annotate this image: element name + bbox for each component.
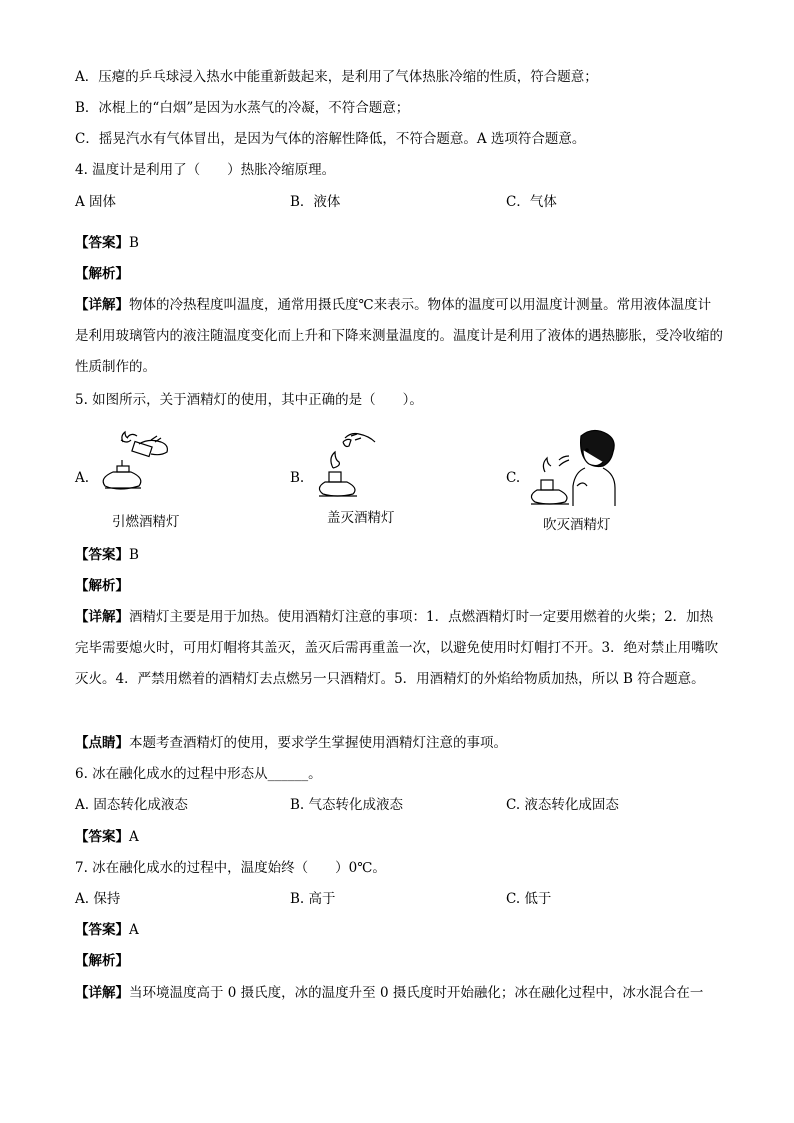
lamp-blowing-figure (525, 428, 635, 514)
answer-value: B (129, 547, 139, 563)
detail-text: 酒精灯主要是用于加热。使用酒精灯注意的事项：1．点燃酒精灯时一定要用燃着的火柴；2．加热完毕需要熄火时，可用灯帽将其盖灭，盖灭后需再重盖一次，以避免使用时灯帽打不开。3．绝对禁止用嘴吹灭火。4．严禁用燃着的酒精灯去点燃另一只酒精灯。5．用酒精灯的外焰给物质加热，所以 B 符合题意。 (75, 609, 719, 687)
q4-option-c: C．气体 (506, 194, 557, 210)
lamp-lighting-figure (95, 430, 185, 500)
q6-option-c: C. 液态转化成固态 (506, 797, 619, 813)
answer-tag: 【答案】 (75, 547, 129, 563)
answer-tag: 【答案】 (75, 235, 129, 251)
q6-answer (75, 827, 139, 847)
q6-stem: 6. 冰在融化成水的过程中形态从______。 (75, 766, 322, 782)
detail-text: 物体的冷热程度叫温度，通常用摄氏度℃来表示。物体的温度可以用温度计测量。常用液体温度计是利用玻璃管内的液注随温度变化而上升和下降来测量温度的。温度计是利用了液体的遇热膨胀，受冷收缩的性质制作的。 (75, 297, 723, 375)
q7-option-c: C. 低于 (506, 891, 552, 907)
detail-tag: 【详解】 (75, 985, 129, 1001)
q7-option-b: B. 高于 (290, 891, 336, 907)
q7-detail (75, 983, 723, 1003)
q6-option-b: B. 气态转化成液态 (290, 797, 404, 813)
detail-tag: 【详解】 (75, 297, 129, 313)
q5-detail (75, 602, 723, 695)
comment-tag: 【点睛】 (75, 735, 129, 751)
analysis-tag: 【解析】 (75, 953, 129, 969)
q3-explain-c: C．摇晃汽水有气体冒出，是因为气体的溶解性降低，不符合题意。A 选项符合题意。 (75, 131, 586, 147)
q4-stem: 4. 温度计是利用了（ ）热胀冷缩原理。 (75, 162, 336, 178)
q4-answer (75, 233, 139, 253)
q5-comment (75, 733, 507, 753)
q5-label-a: A. (75, 470, 90, 486)
q7-option-a: A. 保持 (75, 891, 121, 907)
q7-stem: 7. 冰在融化成水的过程中，温度始终（ ）0℃。 (75, 860, 386, 876)
q7-analysis-tag (75, 951, 129, 971)
answer-value: A (129, 829, 139, 845)
comment-text: 本题考查酒精灯的使用，要求学生掌握使用酒精灯注意的事项。 (129, 735, 507, 751)
q5-caption-a: 引燃酒精灯 (112, 514, 180, 530)
q5-label-c: C. (506, 470, 521, 486)
q4-detail (75, 290, 723, 383)
lamp-covering-figure (315, 428, 395, 500)
answer-tag: 【答案】 (75, 922, 129, 938)
analysis-tag: 【解析】 (75, 578, 129, 594)
answer-value: A (129, 922, 139, 938)
detail-tag: 【详解】 (75, 609, 129, 625)
detail-text: 当环境温度高于 0 摄氏度，冰的温度升至 0 摄氏度时开始融化；冰在融化过程中，冰水混合在一 (129, 985, 704, 1001)
q5-label-b: B. (290, 470, 305, 486)
q5-analysis-tag (75, 576, 129, 596)
analysis-tag: 【解析】 (75, 266, 129, 282)
q7-answer (75, 920, 139, 940)
q5-stem: 5. 如图所示，关于酒精灯的使用，其中正确的是（ ）。 (75, 392, 423, 408)
q4-option-b: B．液体 (290, 194, 341, 210)
answer-tag: 【答案】 (75, 829, 129, 845)
q3-explain-b: B．冰棍上的“白烟”是因为水蒸气的冷凝，不符合题意； (75, 100, 410, 116)
q6-option-a: A. 固态转化成液态 (75, 797, 188, 813)
q5-caption-c: 吹灭酒精灯 (543, 517, 611, 533)
answer-value: B (129, 235, 139, 251)
q3-explain-a: A．压瘪的乒乓球浸入热水中能重新鼓起来，是利用了气体热胀冷缩的性质，符合题意； (75, 69, 598, 85)
q4-option-a: A 固体 (75, 194, 117, 210)
q5-caption-b: 盖灭酒精灯 (327, 510, 395, 526)
q5-answer (75, 545, 139, 565)
q4-analysis-tag (75, 264, 129, 284)
